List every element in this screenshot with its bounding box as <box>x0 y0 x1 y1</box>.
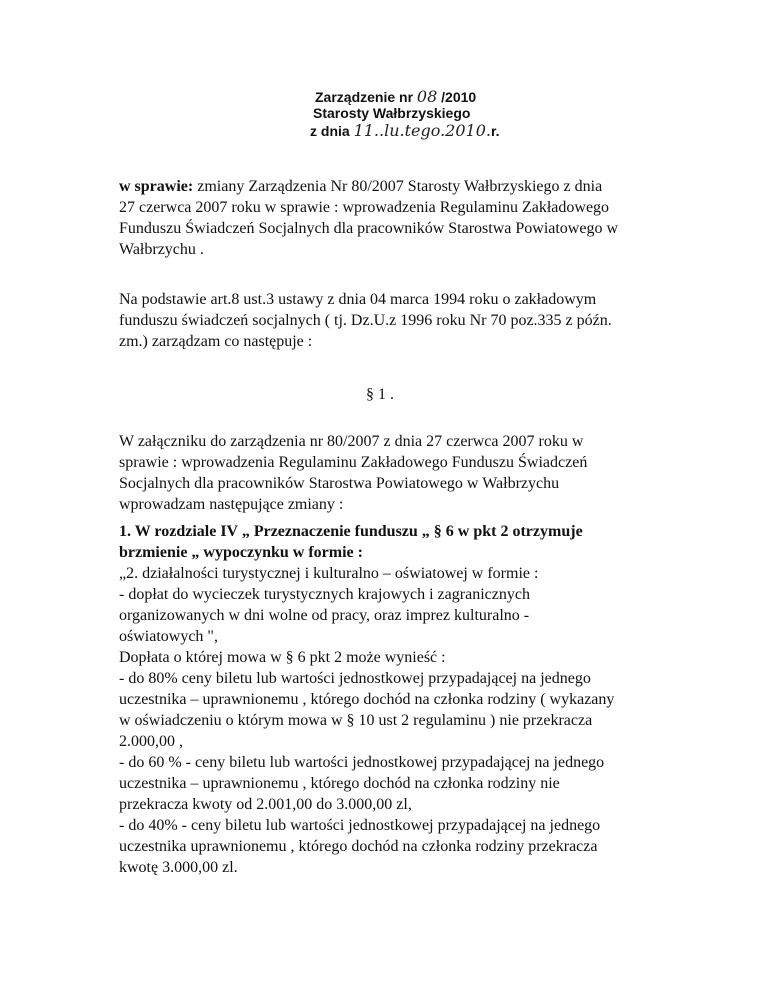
point-1-section <box>119 521 679 878</box>
subject-line-3: Funduszu Świadczeń Socjalnych dla pracowników Starostwa Powiatowego w <box>119 220 619 237</box>
subject-line-2: 27 czerwca 2007 roku w sprawie : wprowadzenia Regulaminu Zakładowego <box>119 199 610 216</box>
point-1-line: w oświadczeniu o którym mowa w § 10 ust 2 regulaminu ) nie przekracza <box>119 712 593 729</box>
date-handwritten: 11..lu.tego.2010. <box>353 121 491 140</box>
point-1-line: - do 80% ceny biletu lub wartości jednostkowej przypadającej na jednego <box>119 670 591 687</box>
point-1-line: uczestnika – uprawnionemu , którego dochód na członka rodziny ( wykazany <box>119 691 615 708</box>
point-1-line: - dopłat do wycieczek turystycznych krajowych i zagranicznych <box>119 586 530 603</box>
subject-label: w sprawie: <box>119 178 194 195</box>
intro-paragraph <box>119 431 679 515</box>
subject-line-1-text: zmiany Zarządzenia Nr 80/2007 Starosty Wałbrzyskiego z dnia <box>193 178 603 195</box>
basis-line-3: zm.) zarządzam co następuje : <box>119 333 313 350</box>
ordinance-title <box>315 88 476 106</box>
point-1-line: - do 40% - ceny biletu lub wartości jednostkowej przypadającej na jednego <box>119 817 601 834</box>
point-1-line: kwotę 3.000,00 zl. <box>119 859 238 876</box>
subject-paragraph <box>119 176 679 260</box>
date-line <box>310 122 500 140</box>
intro-line-2: sprawie : wprowadzenia Regulaminu Zakładowego Funduszu Świadczeń <box>119 454 588 471</box>
intro-line-4: wprowadzam następujące zmiany : <box>119 496 344 513</box>
point-1-line: przekracza kwoty od 2.001,00 do 3.000,00 zl, <box>119 796 412 813</box>
intro-line-3: Socjalnych dla pracowników Starostwa Powiatowego w Wałbrzychu <box>119 475 560 492</box>
date-suffix: r. <box>490 123 500 139</box>
point-1-line: - do 60 % - ceny biletu lub wartości jednostkowej przypadającej na jednego <box>119 754 605 771</box>
section-heading: § 1 . <box>366 386 394 403</box>
point-1-heading-line-2: brzmienie „ wypoczynku w formie : <box>119 544 363 561</box>
basis-line-2: funduszu świadczeń socjalnych ( tj. Dz.U.z 1996 roku Nr 70 poz.335 z późn. <box>119 312 612 329</box>
ordinance-number-handwritten: 08 <box>416 87 438 106</box>
point-1-line: organizowanych w dni wolne od pracy, oraz imprez kulturalno - <box>119 607 530 624</box>
subject-line-4: Wałbrzychu . <box>119 241 204 258</box>
point-1-line: Dopłata o której mowa w § 6 pkt 2 może wynieść : <box>119 649 446 666</box>
point-1-line: 2.000,00 , <box>119 733 183 750</box>
point-1-line: uczestnika uprawnionemu , którego dochód na członka rodziny przekracza <box>119 838 598 855</box>
legal-basis-paragraph <box>119 289 679 352</box>
intro-line-1: W załączniku do zarządzenia nr 80/2007 z dnia 27 czerwca 2007 roku w <box>119 433 584 450</box>
point-1-line: „2. działalności turystycznej i kulturalno – oświatowej w formie : <box>119 565 539 582</box>
issuer-line: Starosty Wałbrzyskiego <box>313 105 471 121</box>
ordinance-title-prefix: Zarządzenie nr <box>315 89 417 105</box>
point-1-heading-line-1: 1. W rozdziale IV „ Przeznaczenie funduszu „ § 6 w pkt 2 otrzymuje <box>119 523 583 540</box>
subject-line-1 <box>119 176 679 197</box>
date-prefix: z dnia <box>310 123 354 139</box>
basis-line-1: Na podstawie art.8 ust.3 ustawy z dnia 04 marca 1994 roku o zakładowym <box>119 291 597 308</box>
point-1-line: oświatowych ", <box>119 628 218 645</box>
ordinance-year: /2010 <box>437 89 477 105</box>
point-1-line: uczestnika – uprawnionemu , którego dochód na członka rodziny nie <box>119 775 560 792</box>
